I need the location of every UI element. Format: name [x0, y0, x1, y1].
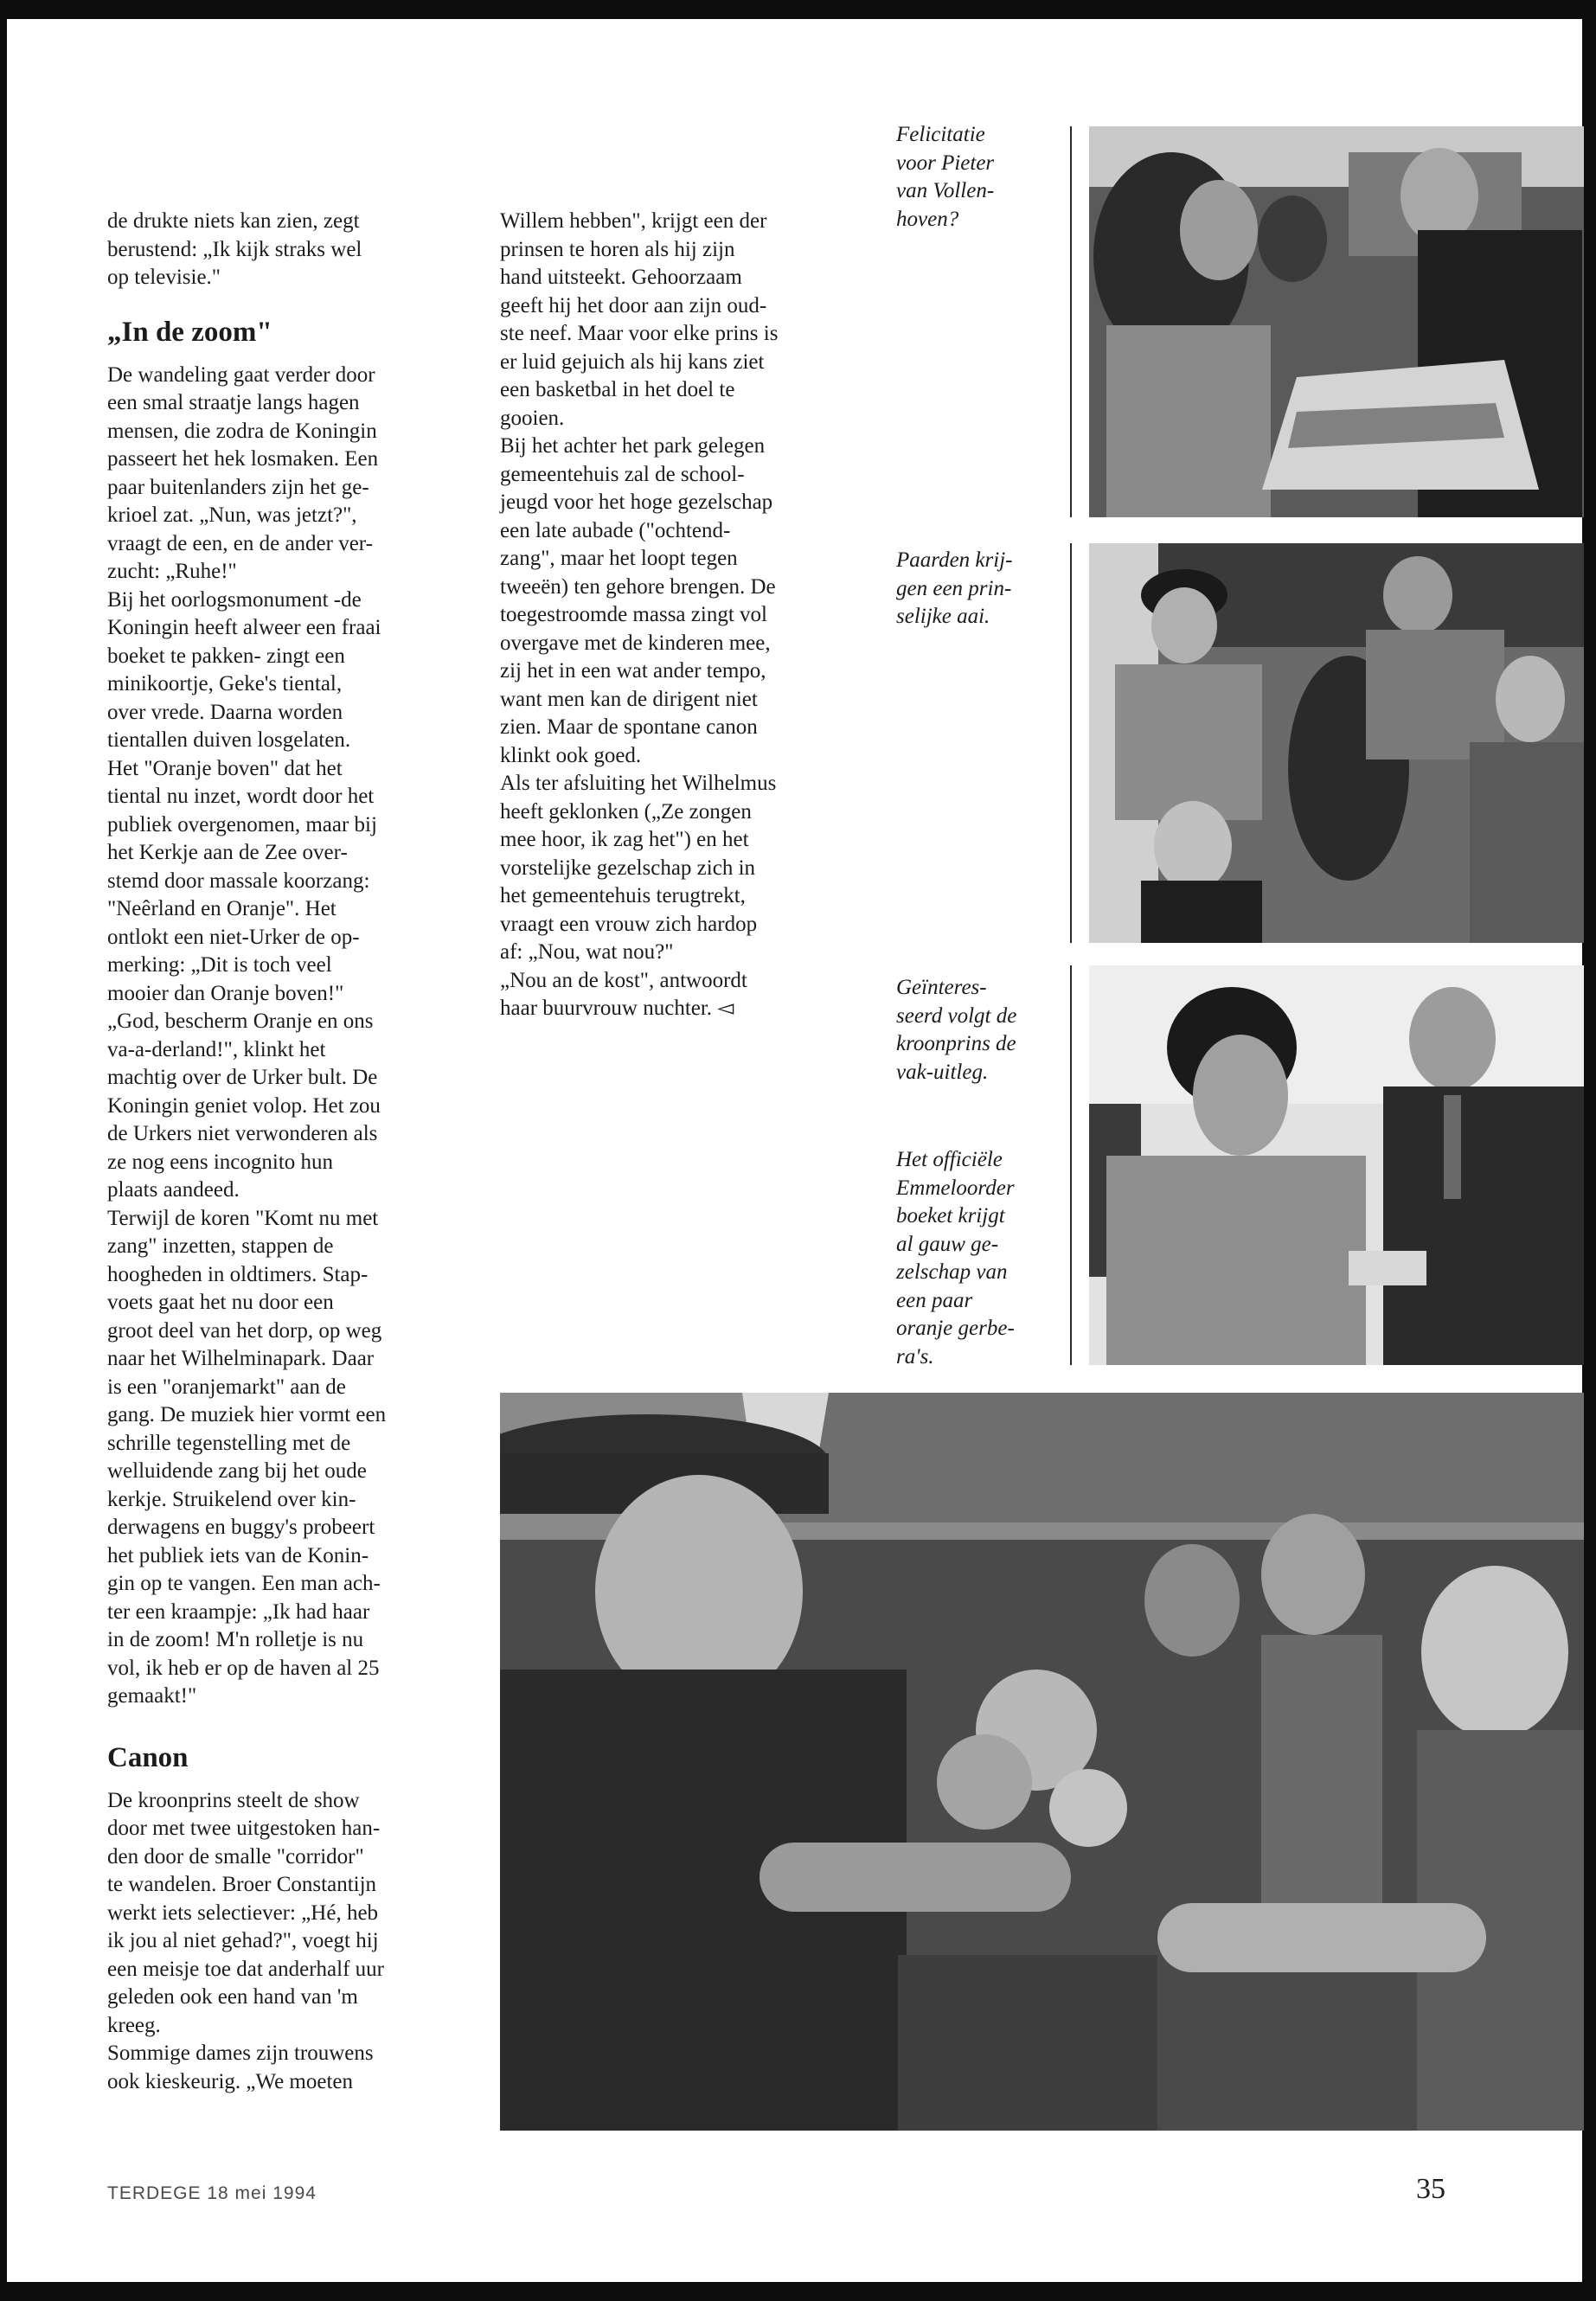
- text-line: kreeg.: [107, 2013, 161, 2037]
- text-line: Bij het oorlogsmonument -de: [107, 587, 362, 612]
- text-line: vol, ik heb er op de haven al 25: [107, 1656, 380, 1680]
- text-line: ste neef. Maar voor elke prins is: [500, 322, 779, 345]
- caption-line: kroonprins de: [896, 1032, 1016, 1055]
- text-line: het gemeentehuis terugtrekt,: [500, 884, 746, 907]
- article-column-1: [107, 208, 471, 2096]
- text-line: vraagt de een, en de ander ver-: [107, 531, 373, 555]
- photo-caption-congratulation: [896, 121, 1050, 234]
- text-line: zij het in een wat ander tempo,: [500, 659, 766, 683]
- text-line: voets gaat het nu door een: [107, 1291, 334, 1314]
- zoom-section-body: [107, 362, 471, 1711]
- text-line: welluidende zang bij het oude: [107, 1459, 367, 1483]
- scan-border-bottom: [0, 2282, 1596, 2301]
- text-line: over vrede. Daarna worden: [107, 700, 343, 724]
- text-line: mensen, die zodra de Koningin: [107, 419, 377, 443]
- text-line: Bij het achter het park gelegen: [500, 434, 766, 458]
- text-line: gemaakt!": [107, 1684, 197, 1708]
- scan-border-left: [0, 0, 7, 2301]
- text-line: de drukte niets kan zien, zegt: [107, 209, 360, 233]
- text-line: geleden ook een hand van 'm: [107, 1985, 358, 2009]
- photo-caption-horses: [896, 547, 1050, 631]
- caption-line: voor Pieter: [896, 151, 995, 175]
- text-line: de Urkers niet verwonderen als: [107, 1122, 378, 1145]
- caption-line: boeket krijgt: [896, 1204, 1005, 1227]
- text-line: zang", maar het loopt tegen: [500, 547, 738, 570]
- text-line: mooier dan Oranje boven!": [107, 981, 344, 1005]
- text-line: tweeën) ten gehore brengen. De: [500, 574, 776, 599]
- text-line: Als ter afsluiting het Wilhelmus: [500, 772, 777, 795]
- text-line: De kroonprins steelt de show: [107, 1788, 360, 1812]
- text-line: Koningin heeft alweer een fraai: [107, 616, 381, 639]
- text-line: va-a-derland!", klinkt het: [107, 1037, 326, 1061]
- article-column-2: [500, 208, 855, 1023]
- text-line: Willem hebben", krijgt een der: [500, 209, 767, 233]
- caption-line: Het officiële: [896, 1148, 1003, 1171]
- text-line: Koningin geniet volop. Het zou: [107, 1093, 381, 1118]
- text-line: hoogheden in oldtimers. Stap-: [107, 1262, 369, 1286]
- text-line: een basketbal in het doel te: [500, 378, 735, 401]
- text-line: berustend: „Ik kijk straks wel: [107, 237, 362, 261]
- text-line: ik jou al niet gehad?", voegt hij: [107, 1929, 379, 1952]
- caption-line: een paar: [896, 1288, 973, 1312]
- text-line: passeert het hek losmaken. Een: [107, 447, 379, 471]
- caption-line: hoven?: [896, 207, 959, 231]
- caption-line: Felicitatie: [896, 123, 985, 146]
- text-line: klinkt ook goed.: [500, 743, 642, 767]
- text-line: toegestroomde massa zingt vol: [500, 603, 767, 626]
- text-line: „Nou an de kost", antwoordt: [500, 968, 747, 992]
- caption-line: oranje gerbe-: [896, 1317, 1015, 1340]
- text-line: in de zoom! M'n rolletje is nu: [107, 1628, 364, 1651]
- text-line: overgave met de kinderen mee,: [500, 631, 771, 655]
- text-line: plaats aandeed.: [107, 1178, 240, 1202]
- text-line: kerkje. Struikelend over kin-: [107, 1487, 356, 1511]
- text-line: een late aubade ("ochtend-: [500, 518, 731, 542]
- text-line: merking: „Dit is toch veel: [107, 953, 332, 977]
- photo-horses: [1089, 543, 1584, 943]
- publication-footer: TERDEGE 18 mei 1994: [107, 2183, 317, 2203]
- caption-divider: [1070, 965, 1072, 1365]
- text-line: werkt iets selectiever: „Hé, heb: [107, 1900, 379, 1925]
- text-line: stemd door massale koorzang:: [107, 868, 370, 893]
- text-line: ter een kraampje: „Ik had haar: [107, 1599, 370, 1624]
- text-line: gemeentehuis zal de school-: [500, 462, 745, 486]
- text-line: op televisie.": [107, 266, 221, 289]
- text-line: ook kieskeurig. „We moeten: [107, 2069, 354, 2093]
- scan-border-right: [1582, 0, 1596, 2301]
- text-line: boeket te pakken- zingt een: [107, 644, 345, 668]
- photo-caption-crown-prince: [896, 974, 1050, 1086]
- text-line: publiek overgenomen, maar bij: [107, 812, 377, 836]
- text-line: vraagt een vrouw zich hardop: [500, 912, 758, 936]
- caption-line: al gauw ge-: [896, 1232, 999, 1256]
- text-line: jeugd voor het hoge gezelschap: [500, 490, 773, 514]
- text-line: Sommige dames zijn trouwens: [107, 2041, 374, 2065]
- photo-congratulation: [1089, 126, 1584, 517]
- caption-line: ra's.: [896, 1344, 934, 1368]
- text-line: minikoortje, Geke's tiental,: [107, 672, 343, 695]
- photo-caption-bouquet: [896, 1146, 1050, 1371]
- text-line: geeft hij het door aan zijn oud-: [500, 293, 767, 317]
- text-line: te wandelen. Broer Constantijn: [107, 1873, 377, 1896]
- text-line: vorstelijke gezelschap zich in: [500, 856, 756, 880]
- section-heading-canon: Canon: [107, 1741, 189, 1773]
- caption-line: gen een prin-: [896, 576, 1012, 600]
- text-line: hand uitsteekt. Gehoorzaam: [500, 266, 742, 289]
- text-line: gin op te vangen. Een man ach-: [107, 1572, 381, 1595]
- text-line: af: „Nou, wat nou?": [500, 940, 674, 964]
- text-line: zang" inzetten, stappen de: [107, 1234, 334, 1258]
- text-line: paar buitenlanders zijn het ge-: [107, 475, 369, 499]
- text-line: zien. Maar de spontane canon: [500, 715, 758, 739]
- text-line: prinsen te horen als hij zijn: [500, 237, 735, 261]
- photo-congratulation-image: [1089, 126, 1584, 517]
- text-line: krioel zat. „Nun, was jetzt?",: [107, 503, 357, 527]
- text-line: tientallen duiven losgelaten.: [107, 728, 351, 752]
- text-line: want men kan de dirigent niet: [500, 687, 758, 711]
- photo-queen-bouquet: [500, 1393, 1584, 2131]
- text-line: er luid gejuich als hij kans ziet: [500, 349, 765, 374]
- text-line: ze nog eens incognito hun: [107, 1150, 334, 1174]
- caption-line: Emmeloorder: [896, 1176, 1015, 1200]
- caption-divider: [1070, 543, 1072, 943]
- photo-queen-bouquet-image: [500, 1393, 1584, 2131]
- text-line: De wandeling gaat verder door: [107, 362, 375, 387]
- text-line: Terwijl de koren "Komt nu met: [107, 1206, 379, 1230]
- canon-section-body: [107, 1787, 471, 2097]
- text-line: het publiek iets van de Konin-: [107, 1543, 369, 1567]
- text-line: zucht: „Ruhe!": [107, 560, 237, 583]
- text-line: een meisje toe dat anderhalf uur: [107, 1957, 384, 1981]
- text-line: machtig over de Urker bult. De: [107, 1066, 378, 1089]
- photo-crown-prince-image: [1089, 965, 1584, 1365]
- text-line: een smal straatje langs hagen: [107, 391, 360, 414]
- text-line: derwagens en buggy's probeert: [107, 1516, 375, 1539]
- text-line: groot deel van het dorp, op weg: [107, 1318, 382, 1343]
- section-heading-in-de-zoom: „In de zoom": [107, 316, 272, 348]
- text-line: het Kerkje aan de Zee over-: [107, 841, 348, 864]
- text-line: Het "Oranje boven" dat het: [107, 756, 343, 780]
- text-line: ontlokt een niet-Urker de op-: [107, 925, 360, 949]
- text-line: naar het Wilhelminapark. Daar: [107, 1347, 375, 1370]
- text-line: den door de smalle "corridor": [107, 1844, 364, 1868]
- caption-divider: [1070, 126, 1072, 517]
- caption-line: selijke aai.: [896, 605, 990, 628]
- caption-line: vak-uitleg.: [896, 1060, 989, 1084]
- photo-crown-prince: [1089, 965, 1584, 1365]
- caption-line: van Vollen-: [896, 179, 995, 202]
- text-line: mee hoor, ik zag het") en het: [500, 828, 749, 851]
- scan-border-top: [0, 0, 1596, 19]
- text-line: gooien.: [500, 406, 565, 430]
- caption-line: seerd volgt de: [896, 1003, 1017, 1028]
- page-number: 35: [1416, 2173, 1445, 2205]
- caption-line: Paarden krij-: [896, 548, 1013, 572]
- text-line: "Neêrland en Oranje". Het: [107, 897, 337, 920]
- text-line: gang. De muziek hier vormt een: [107, 1403, 387, 1426]
- text-line: is een "oranjemarkt" aan de: [107, 1375, 346, 1399]
- caption-line: Geïnteres-: [896, 976, 987, 999]
- text-line: door met twee uitgestoken han-: [107, 1817, 381, 1840]
- text-line: heeft geklonken („Ze zongen: [500, 799, 752, 824]
- caption-line: zelschap van: [896, 1260, 1008, 1284]
- photo-horses-image: [1089, 543, 1584, 943]
- text-line: tiental nu inzet, wordt door het: [107, 785, 375, 808]
- text-line: schrille tegenstelling met de: [107, 1431, 351, 1455]
- text-line: „God, bescherm Oranje en ons: [107, 1009, 374, 1033]
- intro-paragraph: [107, 208, 471, 292]
- text-line: haar buurvrouw nuchter. ◅: [500, 997, 734, 1020]
